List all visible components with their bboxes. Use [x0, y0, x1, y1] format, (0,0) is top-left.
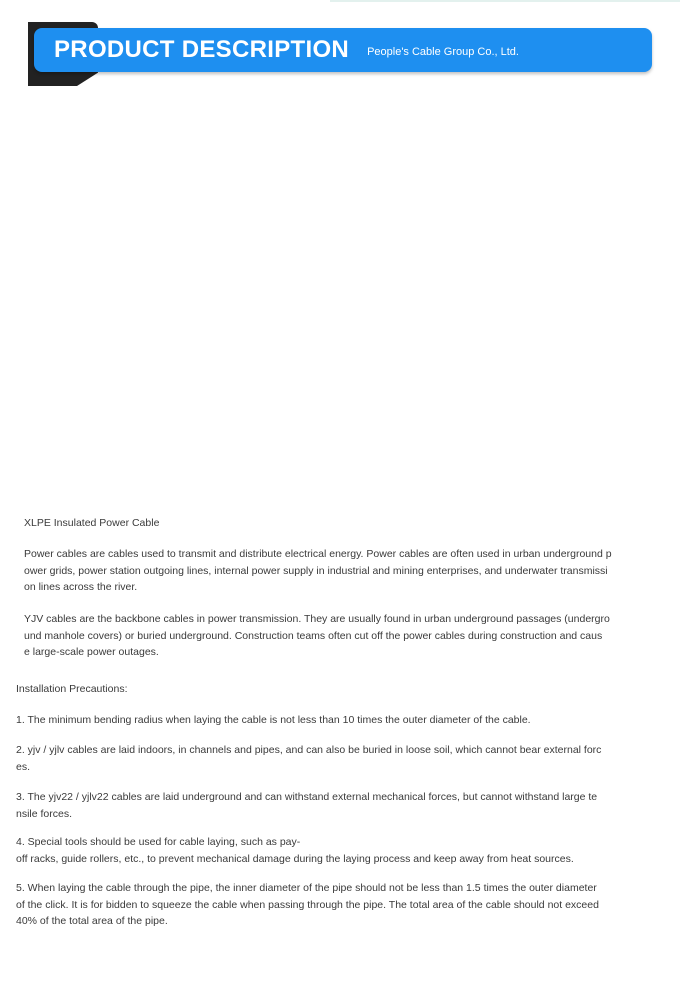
- text-line: off racks, guide rollers, etc., to prevent mechanical damage during the laying process and keep away from heat sources.: [16, 852, 574, 865]
- paragraph-2: [24, 611, 648, 661]
- text-line: of the click. It is for bidden to squeeze the cable when passing through the pipe. The total area of the cable should not exceed: [16, 898, 599, 911]
- text-line: YJV cables are the backbone cables in power transmission. They are usually found in urban underground passages (undergro: [24, 613, 610, 625]
- precaution-item-2: [16, 742, 648, 775]
- precautions-heading: Installation Precautions:: [16, 683, 128, 695]
- precaution-item-4: [16, 834, 648, 867]
- text-line: nsile forces.: [16, 807, 73, 820]
- text-line: 1. The minimum bending radius when laying the cable is not less than 10 times the outer diameter of the cable.: [16, 714, 531, 726]
- precaution-item-3: [16, 789, 648, 822]
- section-header: [28, 22, 652, 86]
- text-line: es.: [16, 760, 31, 773]
- text-line: 5. When laying the cable through the pipe, the inner diameter of the pipe should not be less than 1.5 times the outer diameter: [16, 882, 597, 894]
- text-line: 40% of the total area of the pipe.: [16, 915, 168, 927]
- section-title: PRODUCT DESCRIPTION: [54, 36, 350, 63]
- text-line: Power cables are cables used to transmit and distribute electrical energy. Power cables are often used in urban underground p: [24, 548, 612, 560]
- product-name: XLPE Insulated Power Cable: [24, 517, 160, 529]
- text-line: e large-scale power outages.: [24, 646, 159, 658]
- text-line: 3. The yjv22 / yjlv22 cables are laid underground and can withstand external mechanical forces, but cannot withstand large te: [16, 791, 598, 803]
- precaution-item-5: [16, 880, 648, 930]
- top-divider-line: [330, 0, 680, 2]
- text-line: und manhole covers) or buried underground. Construction teams often cut off the power cables during construction and caus: [24, 629, 603, 642]
- company-name: People's Cable Group Co., Ltd.: [367, 46, 519, 58]
- text-line: on lines across the river.: [24, 581, 138, 593]
- text-line: 2. yjv / yjlv cables are laid indoors, in channels and pipes, and can also be buried in loose soil, which cannot bear external forc: [16, 744, 602, 756]
- precaution-item-1: [16, 712, 648, 729]
- text-line: ower grids, power station outgoing lines, internal power supply in industrial and mining enterprises, and underwater transmissi: [24, 564, 608, 577]
- text-line: 4. Special tools should be used for cable laying, such as pay-: [16, 836, 301, 848]
- header-bar: [34, 28, 652, 72]
- paragraph-1: [24, 546, 648, 596]
